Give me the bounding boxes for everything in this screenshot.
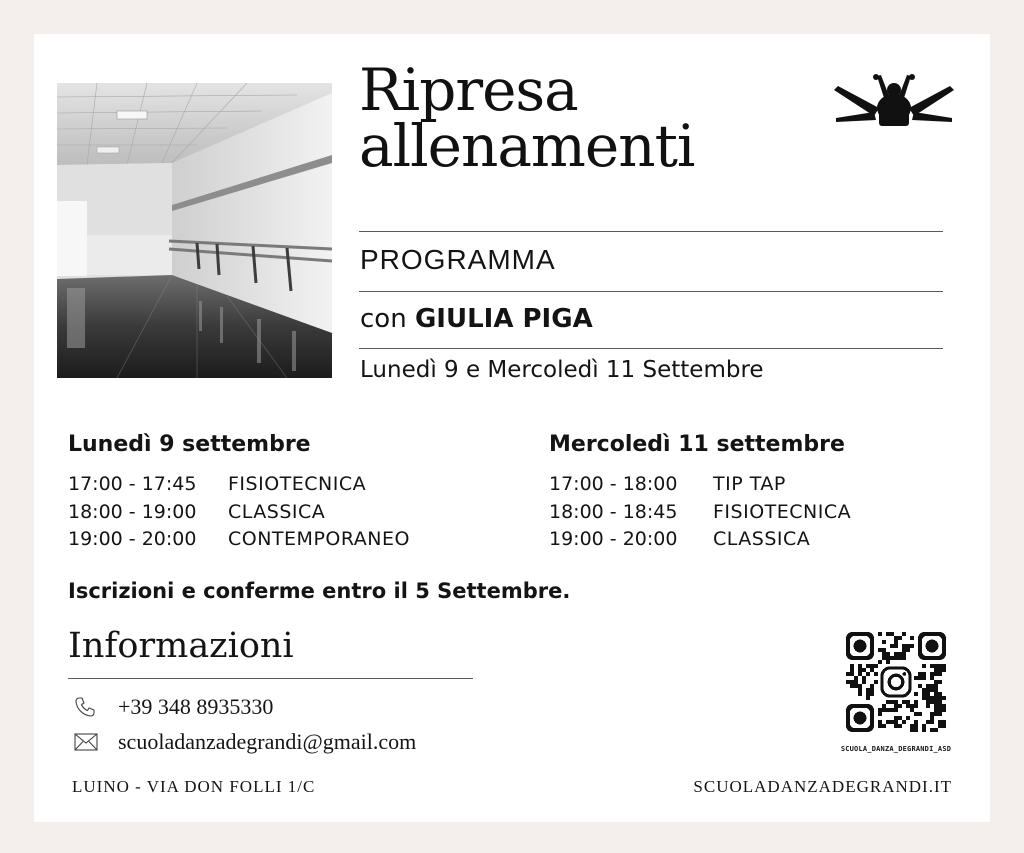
slot-time: 18:00 - 18:45 bbox=[549, 500, 678, 523]
headline-line-2: allenamenti bbox=[359, 112, 695, 180]
school-website[interactable]: SCUOLADANZADEGRANDI.IT bbox=[693, 777, 952, 796]
info-divider bbox=[68, 678, 473, 679]
divider-bottom bbox=[359, 348, 943, 349]
instagram-qr-code bbox=[846, 632, 946, 736]
envelope-icon bbox=[74, 731, 98, 753]
slot-time: 17:00 - 18:00 bbox=[549, 473, 678, 495]
phone-contact[interactable] bbox=[74, 694, 273, 720]
day-heading: Lunedì 9 settembre bbox=[68, 432, 311, 457]
dancer-logo bbox=[834, 74, 954, 132]
instagram-icon bbox=[880, 666, 912, 698]
info-heading: Informazioni bbox=[68, 626, 294, 666]
slot-time: 17:00 - 17:45 bbox=[68, 473, 197, 495]
slot-time: 19:00 - 20:00 bbox=[68, 528, 197, 550]
schedule-wednesday bbox=[549, 432, 851, 554]
slot-time: 18:00 - 19:00 bbox=[68, 500, 197, 523]
registration-notice: Iscrizioni e conferme entro il 5 Settembre. bbox=[68, 579, 571, 603]
schedule-slot bbox=[68, 526, 410, 554]
headline-line-1: Ripresa bbox=[359, 56, 578, 124]
school-address: LUINO - VIA DON FOLLI 1/C bbox=[72, 777, 316, 796]
slot-activity: CLASSICA bbox=[228, 500, 326, 523]
schedule-slot bbox=[549, 499, 851, 527]
slot-activity: FISIOTECNICA bbox=[713, 500, 852, 523]
slot-activity: TIP TAP bbox=[713, 473, 786, 495]
phone-icon bbox=[74, 696, 98, 718]
flyer-card bbox=[34, 34, 990, 822]
phone-number: +39 348 8935330 bbox=[118, 694, 274, 719]
schedule-slot bbox=[549, 471, 851, 499]
divider-middle bbox=[359, 291, 943, 292]
slot-list bbox=[68, 471, 410, 554]
programma-label: PROGRAMMA bbox=[360, 244, 556, 275]
headline bbox=[359, 56, 695, 180]
dance-studio-photo bbox=[57, 83, 332, 378]
event-dates: Lunedì 9 e Mercoledì 11 Settembre bbox=[360, 357, 764, 383]
email-contact[interactable] bbox=[74, 729, 416, 755]
slot-activity: FISIOTECNICA bbox=[228, 473, 367, 495]
schedule-monday bbox=[68, 432, 410, 554]
qr-caption: SCUOLA_DANZA_DEGRANDI_ASD bbox=[840, 745, 952, 753]
teacher-name: GIULIA PIGA bbox=[414, 304, 593, 334]
teacher-line bbox=[360, 304, 593, 334]
day-heading: Mercoledì 11 settembre bbox=[549, 432, 845, 457]
email-address: scuoladanzadegrandi@gmail.com bbox=[118, 729, 417, 754]
slot-time: 19:00 - 20:00 bbox=[549, 528, 678, 550]
schedule-slot bbox=[68, 499, 410, 527]
schedule-slot bbox=[549, 526, 851, 554]
slot-list bbox=[549, 471, 851, 554]
teacher-prefix: con bbox=[360, 304, 407, 334]
slot-activity: CONTEMPORANEO bbox=[228, 528, 410, 550]
slot-activity: CLASSICA bbox=[713, 528, 811, 550]
schedule-slot bbox=[68, 471, 410, 499]
divider-top bbox=[359, 231, 943, 232]
